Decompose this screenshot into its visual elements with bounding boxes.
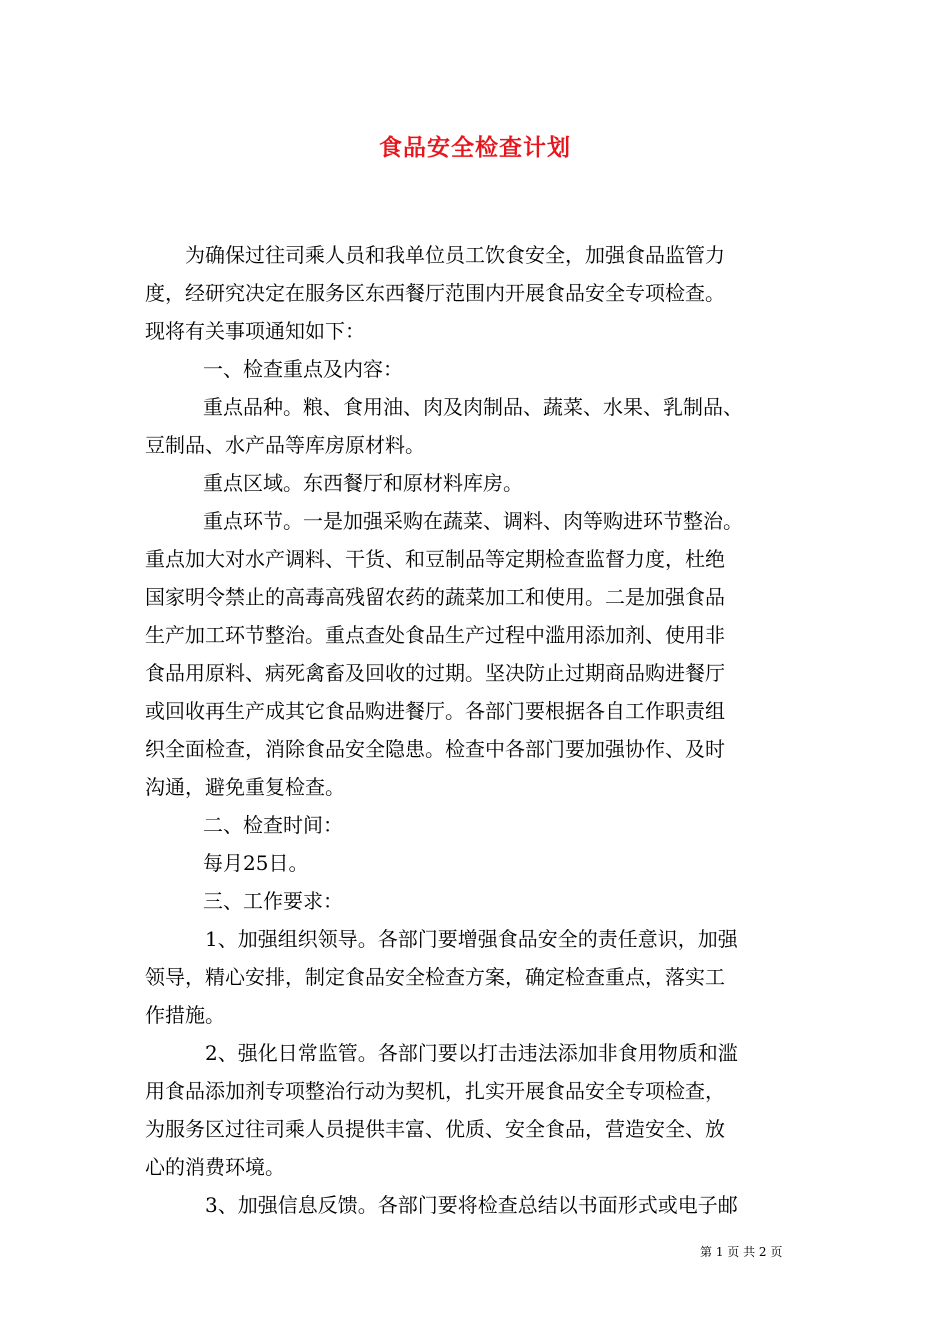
paragraph-line: 重点环节。一是加强采购在蔬菜、调料、肉等购进环节整治。 xyxy=(203,509,743,533)
paragraph-line: 度，经研究决定在服务区东西餐厅范围内开展食品安全专项检查。 xyxy=(145,281,725,305)
paragraph-line: 生产加工环节整治。重点查处食品生产过程中滥用添加剂、使用非 xyxy=(145,623,725,647)
paragraph-line: 织全面检查，消除食品安全隐患。检查中各部门要加强协作、及时 xyxy=(145,737,725,761)
paragraph-line: 2、强化日常监管。各部门要以打击违法添加非食用物质和滥 xyxy=(205,1041,738,1065)
paragraph-line: 沟通，避免重复检查。 xyxy=(145,775,345,799)
paragraph-line: 心的消费环境。 xyxy=(145,1155,285,1179)
paragraph-line: 重点区域。东西餐厅和原材料库房。 xyxy=(203,471,523,495)
section-heading: 三、工作要求： xyxy=(203,889,343,913)
paragraph-line: 每月25日。 xyxy=(203,851,309,875)
paragraph-line: 用食品添加剂专项整治行动为契机，扎实开展食品安全专项检查， xyxy=(145,1079,725,1103)
section-heading: 二、检查时间： xyxy=(203,813,343,837)
paragraph-line: 为确保过往司乘人员和我单位员工饮食安全，加强食品监管力 xyxy=(185,243,725,267)
paragraph-line: 3、加强信息反馈。各部门要将检查总结以书面形式或电子邮 xyxy=(205,1193,738,1217)
paragraph-line: 现将有关事项通知如下： xyxy=(145,319,365,343)
paragraph-line: 豆制品、水产品等库房原材料。 xyxy=(145,433,425,457)
paragraph-line: 1、加强组织领导。各部门要增强食品安全的责任意识，加强 xyxy=(205,927,738,951)
paragraph-line: 或回收再生产成其它食品购进餐厅。各部门要根据各自工作职责组 xyxy=(145,699,725,723)
section-heading: 一、检查重点及内容： xyxy=(203,357,403,381)
paragraph-line: 重点品种。粮、食用油、肉及肉制品、蔬菜、水果、乳制品、 xyxy=(203,395,743,419)
paragraph-line: 为服务区过往司乘人员提供丰富、优质、安全食品，营造安全、放 xyxy=(145,1117,725,1141)
paragraph-line: 国家明令禁止的高毒高残留农药的蔬菜加工和使用。二是加强食品 xyxy=(145,585,725,609)
document-body xyxy=(145,236,810,1224)
page-number-footer: 第 1 页 共 2 页 xyxy=(700,1245,783,1259)
paragraph-line: 领导，精心安排，制定食品安全检查方案，确定检查重点，落实工 xyxy=(145,965,725,989)
document-title: 食品安全检查计划 xyxy=(379,135,571,161)
paragraph-line: 作措施。 xyxy=(145,1003,225,1027)
paragraph-line: 食品用原料、病死禽畜及回收的过期。坚决防止过期商品购进餐厅 xyxy=(145,661,725,685)
paragraph-line: 重点加大对水产调料、干货、和豆制品等定期检查监督力度，杜绝 xyxy=(145,547,725,571)
